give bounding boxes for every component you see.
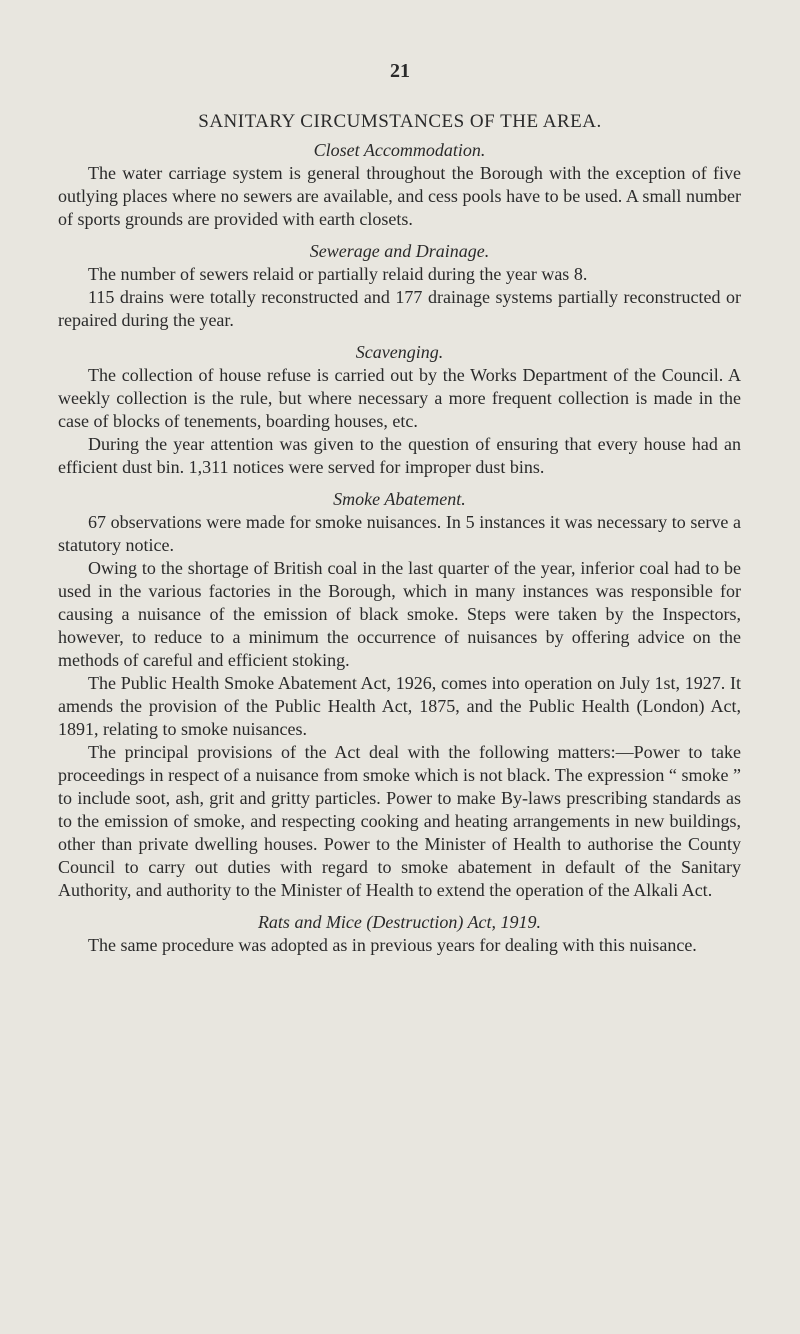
paragraph: During the year attention was given to the question of ensuring that every house had an efficient dust bin. 1,311 notices were served for improper dust bins. — [58, 434, 741, 477]
section-smoke-abatement — [58, 487, 741, 902]
page-title: SANITARY CIRCUMSTANCES OF THE AREA. — [198, 111, 602, 132]
section-sewerage-drainage — [58, 239, 741, 332]
section-rats-and-mice — [58, 910, 741, 957]
section-heading: Sewerage and Drainage. — [309, 241, 490, 261]
paragraph: 115 drains were totally reconstructed and 177 drainage systems partially reconstructed or repaired during the year. — [58, 287, 741, 330]
paragraph: The number of sewers relaid or partially relaid during the year was 8. — [88, 264, 588, 284]
section-heading: Rats and Mice (Destruction) Act, 1919. — [257, 912, 542, 932]
paragraph: The Public Health Smoke Abatement Act, 1926, comes into operation on July 1st, 1927. It amends the provision of the Public Health Act, 1875, and the Public Health (London) Act, 1891, relating to smoke nuisances. — [58, 673, 741, 739]
section-scavenging — [58, 340, 741, 479]
section-heading: Scavenging. — [355, 342, 444, 362]
paragraph: The collection of house refuse is carried out by the Works Department of the Council. A weekly collection is the rule, but where necessary a more frequent collection is made in the case of blocks of tenements, boarding houses, etc. — [58, 365, 741, 431]
paragraph: The water carriage system is general throughout the Borough with the exception of five outlying places where no sewers are available, and cess pools have to be used. A small number of sports grounds are provided with earth closets. — [58, 163, 741, 229]
paragraph: The same procedure was adopted as in previous years for dealing with this nuisance. — [88, 935, 697, 955]
page-number: 21 — [390, 60, 410, 82]
paragraph: The principal provisions of the Act deal with the following matters:—Power to take proceedings in respect of a nuisance from smoke which is not black. The expression “ smoke ” to include soot, ash, grit and gritty particles. Power to make By-laws prescribing standards as to the emission of smoke, and respecting cooking and heating arrangements in new buildings, other than private dwelling houses. Power to the Minister of Health to authorise the County Council to carry out duties with regard to smoke abatement in default of the Sanitary Authority, and authority to the Minister of Health to extend the operation of the Alkali Act. — [58, 742, 741, 900]
section-heading: Smoke Abatement. — [333, 489, 466, 509]
paragraph: Owing to the shortage of British coal in the last quarter of the year, inferior coal had to be used in the various factories in the Borough, which in many instances was responsible for causing a nuisance of the emission of black smoke. Steps were taken by the Inspectors, however, to reduce to a minimum the occurrence of nuisances by offering advice on the methods of careful and efficient stoking. — [58, 558, 741, 670]
document-body — [58, 138, 741, 957]
section-heading: Closet Accommodation. — [313, 140, 486, 160]
paragraph: 67 observations were made for smoke nuisances. In 5 instances it was necessary to serve a statutory notice. — [58, 512, 741, 555]
section-closet-accommodation — [58, 138, 741, 231]
